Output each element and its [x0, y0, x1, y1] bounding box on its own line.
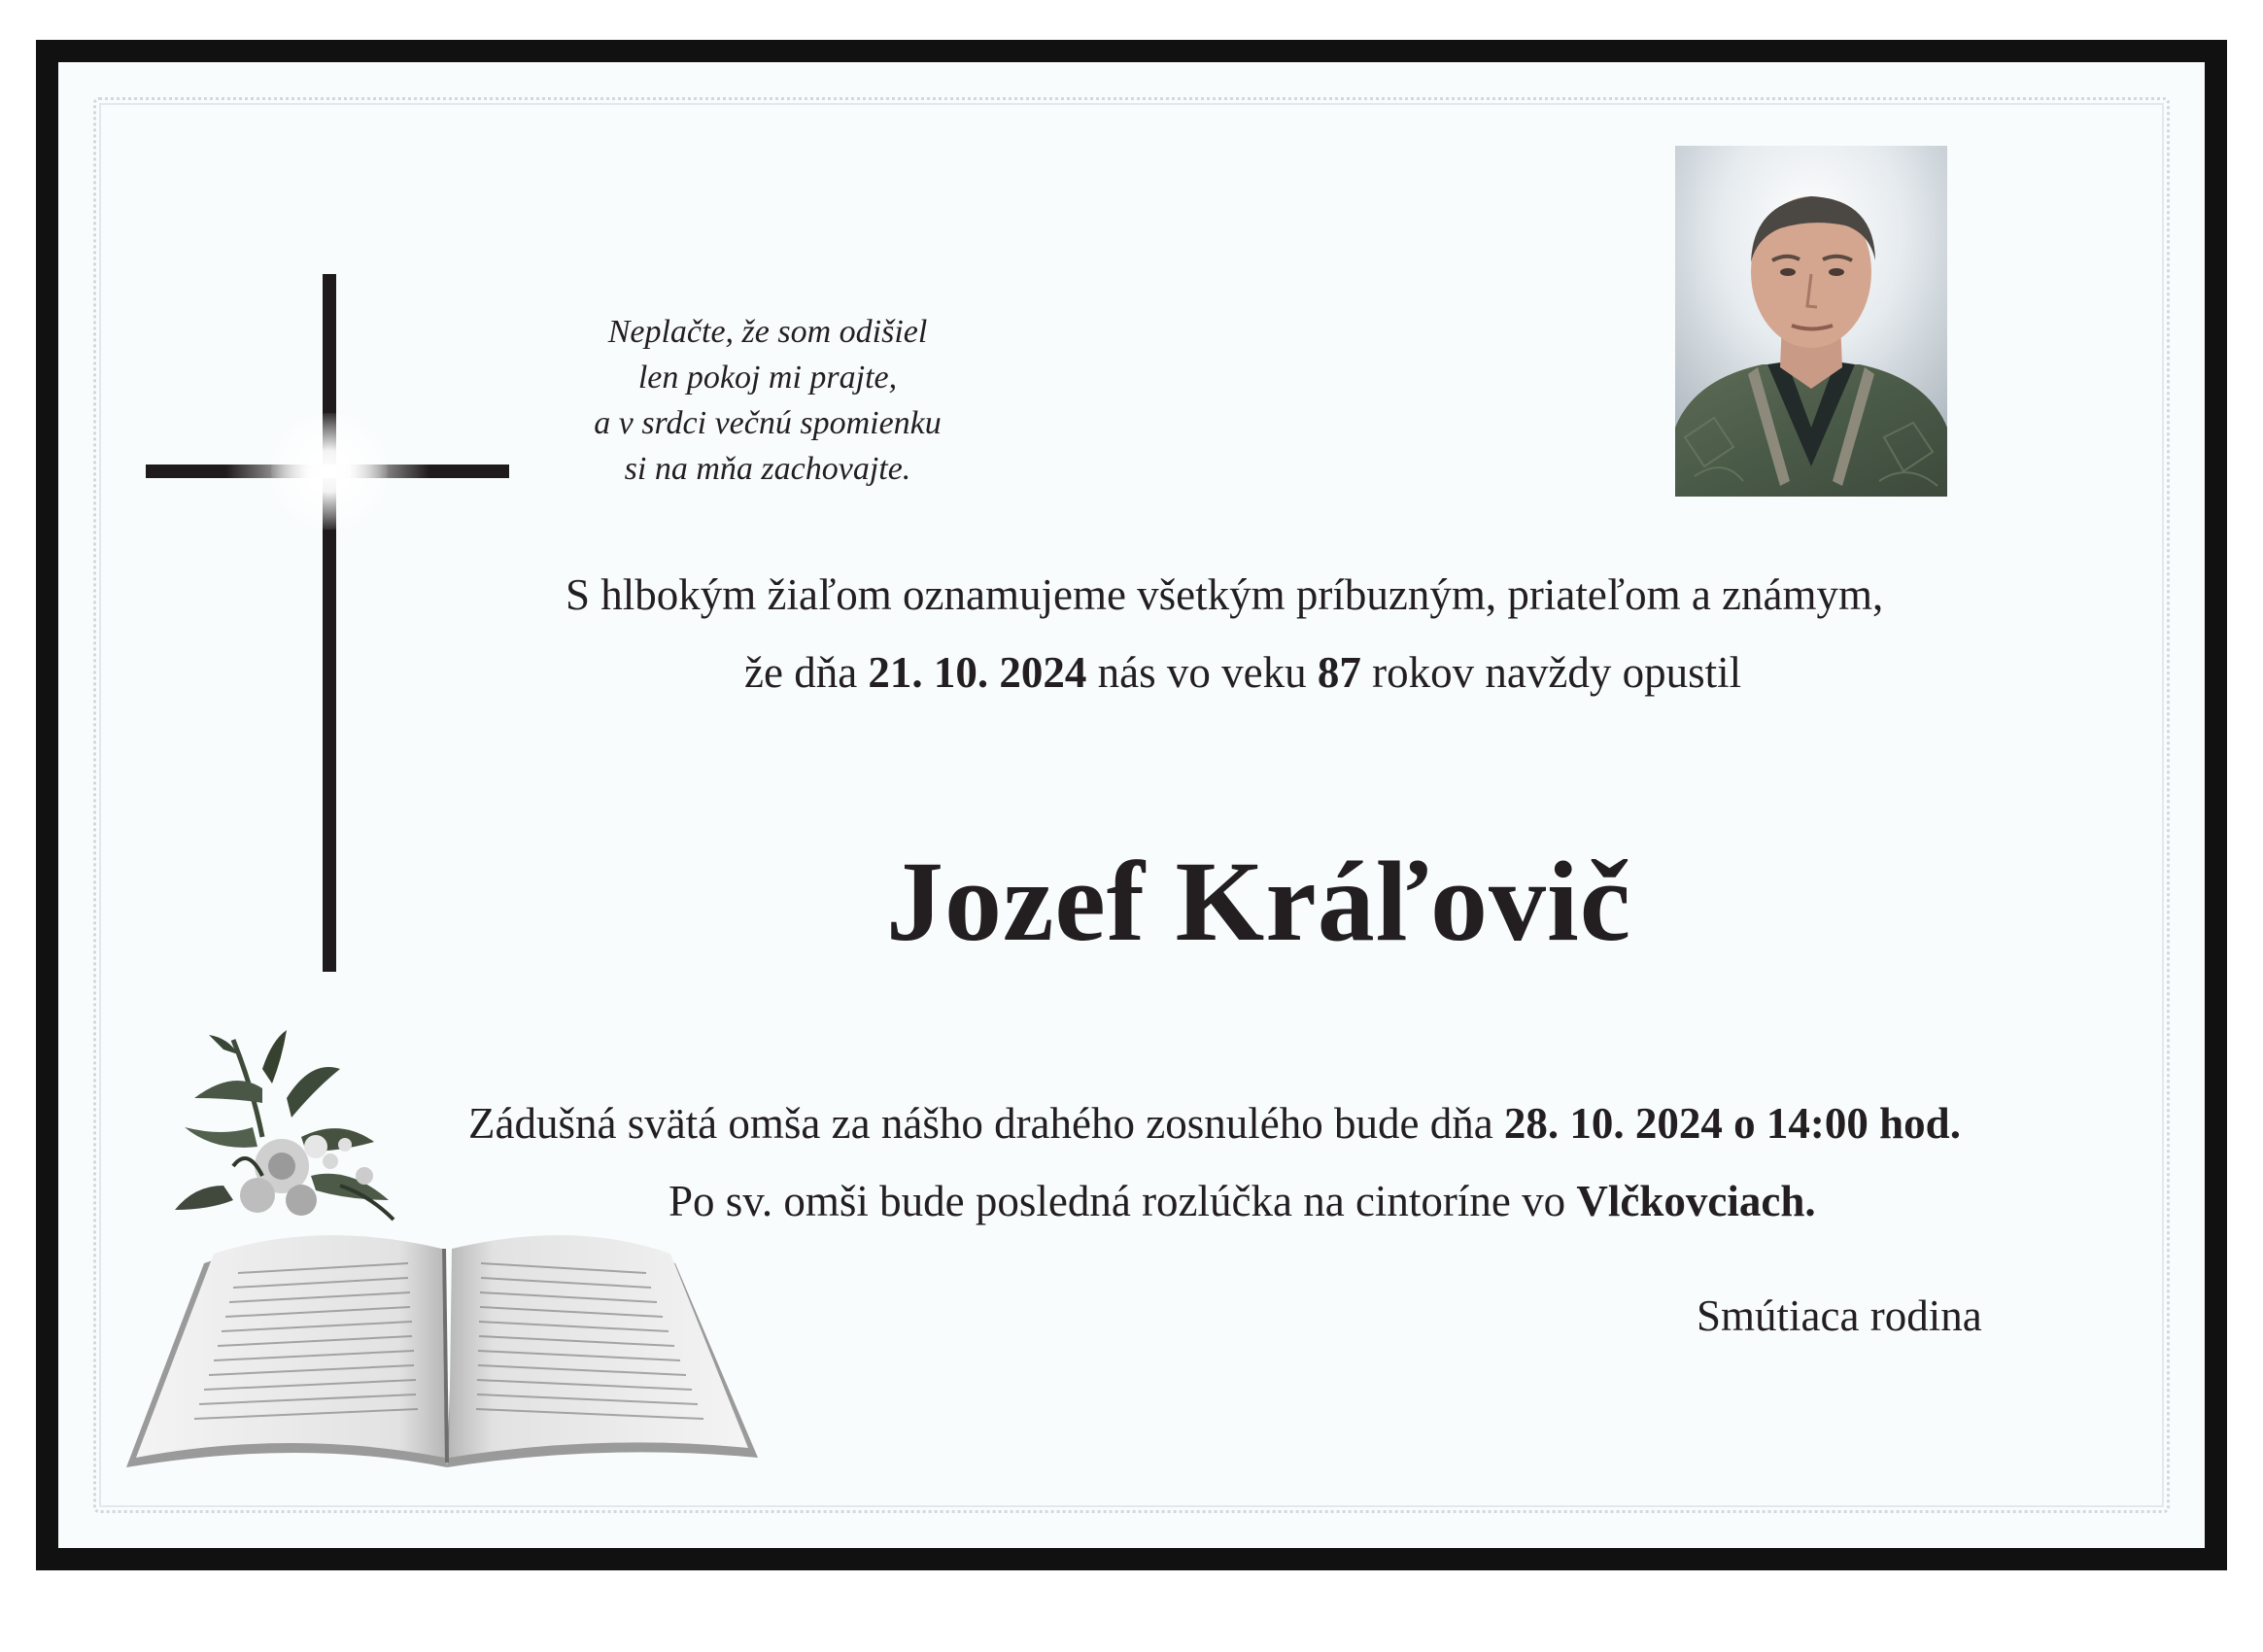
announcement-line-1: S hlbokým žiaľom oznamujeme všetkým príbuzným, priateľom a známym, — [566, 570, 1884, 619]
open-book — [126, 1235, 758, 1467]
announcement-text: nás vo veku — [1086, 648, 1318, 697]
open-book-with-flowers-icon — [117, 1030, 777, 1482]
portrait-photo — [1675, 146, 1947, 497]
ceremony-text: Zádušná svätá omša za nášho drahého zosnulého bude dňa — [468, 1099, 1504, 1148]
poem-line: a v srdci večnú spomienku — [594, 405, 942, 441]
poem-line: len pokoj mi prajte, — [637, 360, 898, 396]
poem-line: si na mňa zachovajte. — [624, 451, 911, 487]
ceremony-place: Vlčkovciach. — [1576, 1177, 1816, 1225]
announcement-line-2 — [744, 647, 1741, 698]
poem-line: Neplačte, že som odišiel — [607, 314, 928, 350]
death-date: 21. 10. 2024 — [868, 648, 1087, 697]
poem — [544, 309, 991, 492]
signature: Smútiaca rodina — [1697, 1291, 1982, 1340]
ceremony-datetime: 28. 10. 2024 o 14:00 hod. — [1503, 1099, 1961, 1148]
cross-vertical-bar — [323, 274, 336, 972]
age: 87 — [1317, 648, 1361, 697]
ceremony-text: Po sv. omši bude posledná rozlúčka na cintoríne vo — [669, 1177, 1577, 1225]
deceased-name: Jozef Kráľovič — [886, 838, 1632, 965]
book-illustration — [117, 1030, 777, 1477]
ceremony-line-2 — [669, 1176, 1816, 1226]
flower-bouquet — [175, 1030, 394, 1220]
announcement-text: že dňa — [744, 648, 869, 697]
announcement-text: rokov navždy opustil — [1360, 648, 1742, 697]
portrait-illustration — [1675, 146, 1947, 497]
cross-glow — [271, 413, 388, 530]
